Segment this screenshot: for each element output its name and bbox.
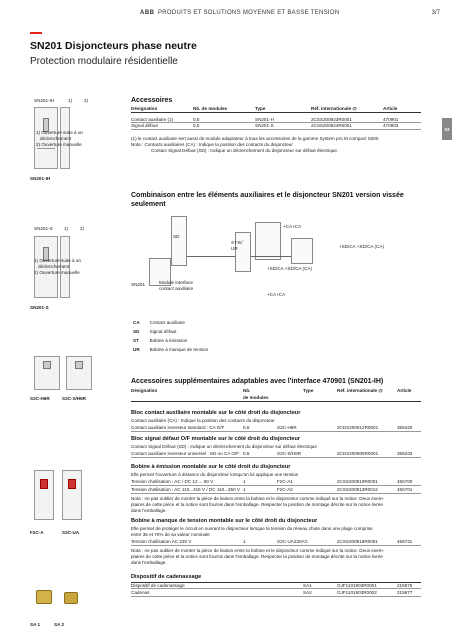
page-subtitle: Protection modulaire résidentielle <box>30 56 178 67</box>
cell: Cadenas <box>131 590 150 595</box>
cell: Tension d'utilisation : AC 110...415 V / DC 110...250 V <box>131 487 240 492</box>
cell: 0,5 <box>243 425 250 430</box>
group4-nota-3: dans l'emballage. <box>131 560 167 565</box>
cell: F2C-A2 <box>277 487 293 492</box>
cell: Tension d'utilisation AC 230 V <box>131 539 192 544</box>
section-title: PRODUITS ET SOLUTIONS MOYENNE ET BASSE TENSION <box>158 10 340 16</box>
legend-code: CA <box>133 320 140 325</box>
cell: 2CSS200913R0012 <box>337 487 378 492</box>
cell: SA2 <box>303 590 312 595</box>
ca-ca-label: +CA+CA <box>283 224 302 229</box>
cell: 455700 <box>397 479 413 484</box>
figure-note-1b: déclenchement <box>40 136 72 141</box>
page-number: 3/7 <box>431 10 440 16</box>
mid-option-label: +SD/CA +SD/CA (CA) <box>267 266 312 271</box>
cell: 0,5 <box>193 123 200 129</box>
cell: SN201-S <box>255 123 274 129</box>
cell: 2CDS200909R0001 <box>337 451 379 456</box>
combinaison-title-1: Combinaison entre les éléments auxiliaires et le disjoncteur SN201 version vissée <box>131 192 404 199</box>
legend-text: Contact auxiliaire <box>149 320 185 325</box>
page-header <box>0 10 452 20</box>
cell: 470903 <box>383 123 399 129</box>
table-row <box>131 539 421 546</box>
connector-line <box>187 256 235 257</box>
cell: SA1 <box>303 583 312 588</box>
side-tab: 03 <box>442 118 452 140</box>
legend-table <box>131 317 218 355</box>
accessoires-note-1: (1) le contact auxiliaire sert aussi de module adaptateur à tous les accessoires de la gamme System pro M compact S200 <box>131 136 379 141</box>
cell: 0,5 <box>243 451 250 456</box>
table-row <box>131 425 421 432</box>
cell: S2C-S/H6R <box>277 451 301 456</box>
cell: 215876 <box>397 583 413 588</box>
page-title: SN201 Disjoncteurs phase neutre <box>30 40 197 52</box>
s2c-h6r-label: S2C-H6R <box>30 396 50 401</box>
col-header: Nb. <box>243 388 251 393</box>
cell: Signal défaut <box>131 123 158 129</box>
cell: Contact auxiliaire inverseur universel : SD ou CA O/F <box>131 451 239 456</box>
group2-title: Bloc signal défaut O/F montable sur le côté droit du disjoncteur <box>131 436 301 442</box>
figure-top-label: SN201-IH <box>34 98 55 103</box>
group3-title: Bobine à émission montable sur le côté droit du disjoncteur <box>131 464 291 470</box>
table-row <box>131 487 421 494</box>
right-option-module <box>291 238 313 264</box>
f2c-a-label: F2C-A <box>30 530 44 535</box>
col-header: de modules <box>243 395 269 400</box>
padlock-photo <box>64 592 78 604</box>
legend-code: ST <box>133 338 139 343</box>
cell: Contact auxiliaire (1) <box>131 116 174 122</box>
cell: 470901 <box>383 116 399 122</box>
cell: 1 <box>243 539 246 544</box>
figure-note-2: 2) Ouverture manuelle <box>36 142 82 147</box>
group4-desc-1: Elle permet de protéger le circuit en ouvrant le disjoncteur lorsque la tension du réseau chute dans une plage comprise <box>131 526 373 531</box>
figure-note-marker-1: 1) <box>64 226 69 231</box>
cell: GJF1101903R0002 <box>337 590 377 595</box>
table-row <box>131 451 421 458</box>
col-header: Article <box>397 388 412 393</box>
supp-title: Accessoires supplémentaires adaptables avec l'interface 470901 (SN201-IH) <box>131 378 384 385</box>
figure-note-1: 1) Ouverture suite à un <box>36 130 83 135</box>
accessoires-table <box>131 106 421 130</box>
cell: 455731 <box>397 539 413 544</box>
legend-text: Bobine à émission <box>149 338 188 343</box>
cell: 2CSS200910R0001 <box>337 479 378 484</box>
table-row <box>131 582 421 589</box>
st-label: ST-E/ <box>231 240 243 245</box>
f2c-a-photo <box>34 470 54 520</box>
cell: 355433 <box>397 451 413 456</box>
accessoires-note-3: Contact Signal Défaut (SD) : Indique un déclenchement du disjoncteur sur défaut électrique. <box>151 148 339 153</box>
s2c-ua-photo <box>62 470 82 520</box>
legend-row <box>133 337 216 344</box>
right-option-label: +SD/CA +SD/CA (CA) <box>339 244 384 249</box>
breaker-label: SN201 <box>131 282 146 287</box>
legend-row <box>133 328 216 335</box>
ca-ca-module <box>255 222 281 260</box>
cell: 0,5 <box>193 116 200 122</box>
col-header: Réf. internationale @ <box>337 388 383 393</box>
table-row <box>131 123 421 129</box>
st-ur-module <box>235 232 251 272</box>
legend-row <box>133 346 216 353</box>
s2c-ua-label: S2C-UA <box>62 530 80 535</box>
s2c-sh6r-photo <box>66 356 92 390</box>
figure-note-marker-2: 2) <box>80 226 85 231</box>
cell: SN201-H <box>255 116 274 122</box>
accessoires-title: Accessoires <box>131 97 173 104</box>
combination-diagram <box>131 216 421 308</box>
bottom-option-label: +CA+CA <box>267 292 286 297</box>
group3-nota-3: dans l'emballage. <box>131 508 167 513</box>
col-header: Nb. de modules <box>193 106 228 112</box>
cell: 1 <box>243 487 246 492</box>
legend-text: Signal défaut <box>149 329 177 334</box>
group4-desc-2: entre 35 et 70% de sa valeur nominale <box>131 532 210 537</box>
s2c-sh6r-label: S2C-S/H6R <box>62 396 86 401</box>
group3-desc: Elle permet l'ouverture à distance du disjoncteur lorsqu'on lui applique une tension <box>131 472 299 477</box>
sa2-label: SA 2 <box>54 622 65 627</box>
group4-title: Bobine à manque de tension montable sur le côté droit du disjoncteur <box>131 518 318 524</box>
cell: 2CSS200918R0001 <box>337 539 378 544</box>
sa1-label: SA 1 <box>30 622 41 627</box>
accessoires-note-2: Nota : Contacts auxiliaires (CA) : Indique la position des contacts du disjoncteur <box>131 142 293 147</box>
group5-title: Dispositif de cadenassage <box>131 574 202 580</box>
group3-nota-1: Nota : ne pas oublier de monter la pièce de liaison entre la bobine et le disjoncteur comme indiqué sur la notice. Deux exem- <box>131 496 385 501</box>
cell: Dispositif de cadenassage <box>131 583 185 588</box>
cell: S2C-UA230AC <box>277 539 308 544</box>
connector-line <box>251 256 291 257</box>
group1-title: Bloc contact auxiliaire montable sur le côté droit du disjoncteur <box>131 410 301 416</box>
table-row <box>131 479 421 486</box>
interface-label-2: contact auxiliaire <box>159 286 194 291</box>
col-header: Type <box>255 106 266 112</box>
group1-desc: Contact auxiliaire (CA) : Indique la position des contacts du disjoncteur <box>131 418 275 423</box>
figure-note-1b: déclenchement <box>38 264 70 269</box>
figure-note-2: 2) Ouverture manuelle <box>34 270 80 275</box>
figure-caption: SN201-S <box>30 305 49 310</box>
cell: 1 <box>243 479 246 484</box>
legend-text: Bobine à manque de tension <box>149 347 209 352</box>
col-header: Réf. internationale @ <box>311 106 357 112</box>
figure-caption: SN201-IH <box>30 176 51 181</box>
combinaison-title-2: seulement <box>131 201 166 208</box>
group4-nota-2: plaires de cette pièce et la notice sont fournis dans l'emballage. Respecter la position de montage décrite sur la notice livrée <box>131 554 383 559</box>
sd-label: SD <box>173 234 180 239</box>
cell: 455701 <box>397 487 413 492</box>
interface-label-1: Module interface <box>159 280 193 285</box>
col-header: Désignation <box>131 388 158 393</box>
col-header: Type <box>303 388 314 393</box>
cell: 2CSS200924R0001 <box>311 123 352 129</box>
cell: GJF1101903R0001 <box>337 583 377 588</box>
col-header: Désignation <box>131 106 158 112</box>
sd-module <box>171 216 187 266</box>
table-row <box>131 590 421 597</box>
s2c-h6r-photo <box>34 356 60 390</box>
cell: 2CDS200912R0001 <box>337 425 379 430</box>
brand-name: ABB <box>140 10 155 16</box>
group2-desc: Contact Signal Défaut (SD) : Indique un déclenchement du disjoncteur sur défaut électrique <box>131 444 317 449</box>
figure-note-marker-2: 2) <box>84 98 89 103</box>
cell: F2C-A1 <box>277 479 293 484</box>
supp-header <box>131 388 421 402</box>
cell: 2CSS200923R0001 <box>311 116 352 122</box>
group4-nota-1: Nota : ne pas oublier de monter la pièce de liaison entre la bobine et le disjoncteur comme indiqué sur la notice. Deux exem- <box>131 548 385 553</box>
cell: Contact auxiliaire inverseur standard : CA O/F <box>131 425 225 430</box>
legend-row <box>133 319 216 326</box>
col-header: Article <box>383 106 398 112</box>
cell: S2C-H6R <box>277 425 297 430</box>
figure-top-label: SN201-S <box>34 226 53 231</box>
padlock-device-photo <box>36 590 52 604</box>
group3-nota-2: plaires de cette pièce et la notice sont fournis dans l'emballage. Respecter la position de montage décrite sur la notice livrée <box>131 502 383 507</box>
figure-note-marker-1: 1) <box>68 98 73 103</box>
ur-label: UR <box>231 246 238 251</box>
supp-table <box>131 388 421 402</box>
figure-note-1: 1) Ouverture suite à un <box>34 258 81 263</box>
cell: 355420 <box>397 425 413 430</box>
legend-code: UR <box>133 347 140 352</box>
cell: 215877 <box>397 590 413 595</box>
legend-code: SD <box>133 329 140 334</box>
accent-bar <box>30 32 42 34</box>
cell: Tension d'utilisation : AC / DC 12 ... 60 V <box>131 479 214 484</box>
